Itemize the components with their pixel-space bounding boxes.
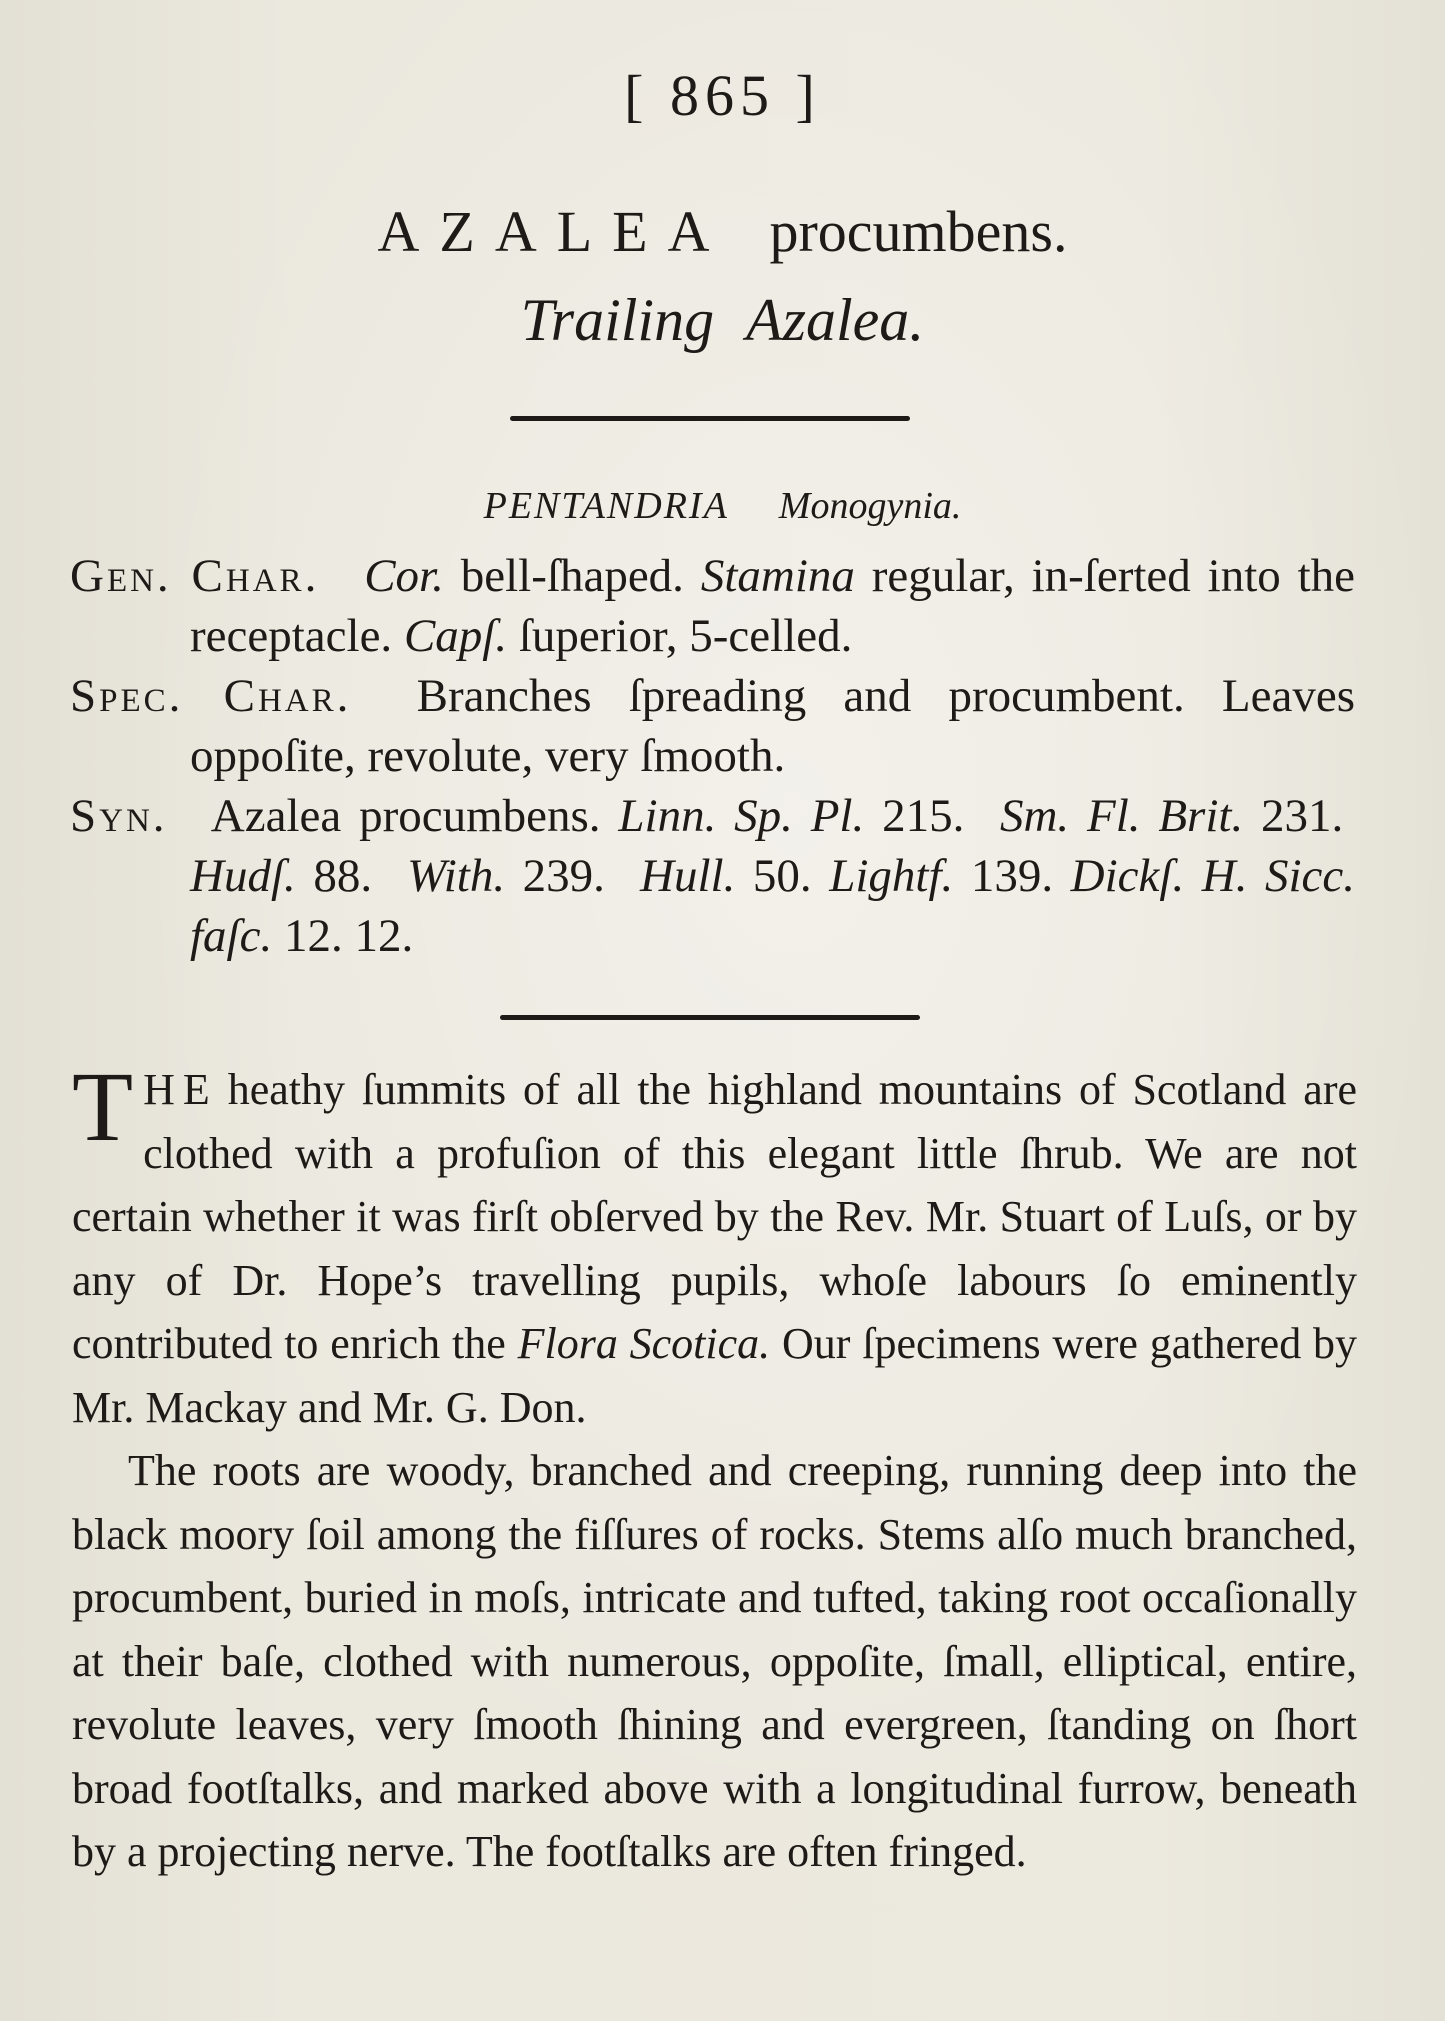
classification [0,484,1445,528]
page-title [0,198,1445,265]
gen-char-label: Gen. Char. [70,550,320,602]
syn-ref-source: Linn. Sp. Pl. [618,790,865,842]
page-number: [ 865 ] [624,63,821,128]
syn-name: Azalea procumbens. [210,790,601,842]
description-text [72,1051,1358,1884]
syn-ref-source: Lightf. [829,850,954,902]
linnaean-order: Monogynia. [778,485,962,527]
syn-ref-source: With. [407,850,506,902]
flora-scotica-title: Flora Scotica. [517,1319,771,1368]
syn-ref-page: 231. [1261,790,1344,842]
description-paragraph [72,1051,1358,1439]
syn-ref-page: 88. [313,850,373,902]
syn-ref-page: 239. [522,850,605,902]
first-word-rest: HE [143,1065,218,1114]
description-paragraph: The roots are woody, branched and creeping, running deep into the black moory ſoil among the fiſſures of rocks. Stems alſo much branched, procumbent, buried in moſs, intricate and tufted, taking root occaſionally at their baſe, clothed with numerous, oppoſite, ſmall, elliptical, entire, revolute leaves, very ſmooth ſhining and evergreen, ſtanding on ſhort broad footſtalks, and marked above with a longitudinal furrow, beneath by a projecting nerve. The footſtalks are often fringed. [72,1446,1357,1876]
genus-name: AZALEA [377,199,730,264]
syn-ref-source: Hudſ. [190,850,296,902]
divider-rule [500,1015,920,1020]
spec-char-text: Branches ſpreading and procumbent. Leaves oppoſite, revolute, very ſmooth. [190,670,1356,782]
spec-char-label: Spec. Char. [70,670,352,722]
caps-text: ſuperior, 5-celled. [518,610,853,662]
stamina-text: regular, in-ſerted into the receptacle. [190,550,1356,662]
syn-ref-source: Hull. [640,850,736,902]
common-name: Trailing Azalea. [520,287,925,353]
drop-cap: T [72,1051,134,1162]
cor-text: bell-ſhaped. [460,550,684,602]
cor-label: Cor. [364,550,444,602]
divider-rule [510,416,910,421]
generic-character [70,546,1355,666]
synonyms [70,786,1355,966]
syn-ref-page: 215. [882,790,965,842]
paragraph-1b: Our ſpecimens were gathered by Mr. Mackay and Mr. G. Don. [72,1319,1358,1432]
paragraph-1a: heathy ſummits of all the highland mountains of Scotland are clothed with a profuſion of this elegant little ſhrub. We are not certain whether it was firſt obſerved by the Rev. Mr. Stuart of Luſs, or by any of Dr. Hope’s travelling pupils, whoſe labours ſo eminently contributed to enrich the [72,1065,1357,1368]
syn-label: Syn. [70,790,168,842]
characters-block [70,546,1355,966]
syn-ref-page: 139. [970,850,1054,902]
specific-character [70,666,1355,786]
syn-ref-source: Dickſ. H. Sicc. faſc. [190,850,1356,962]
stamina-label: Stamina [700,550,855,602]
syn-ref-page: 12. 12. [283,910,414,962]
caps-label: Capſ. [403,610,508,662]
syn-ref-source: Sm. Fl. Brit. [999,790,1244,842]
linnaean-class: PENTANDRIA [483,485,729,527]
syn-ref-page: 50. [752,850,812,902]
species-name: procumbens. [769,199,1068,264]
